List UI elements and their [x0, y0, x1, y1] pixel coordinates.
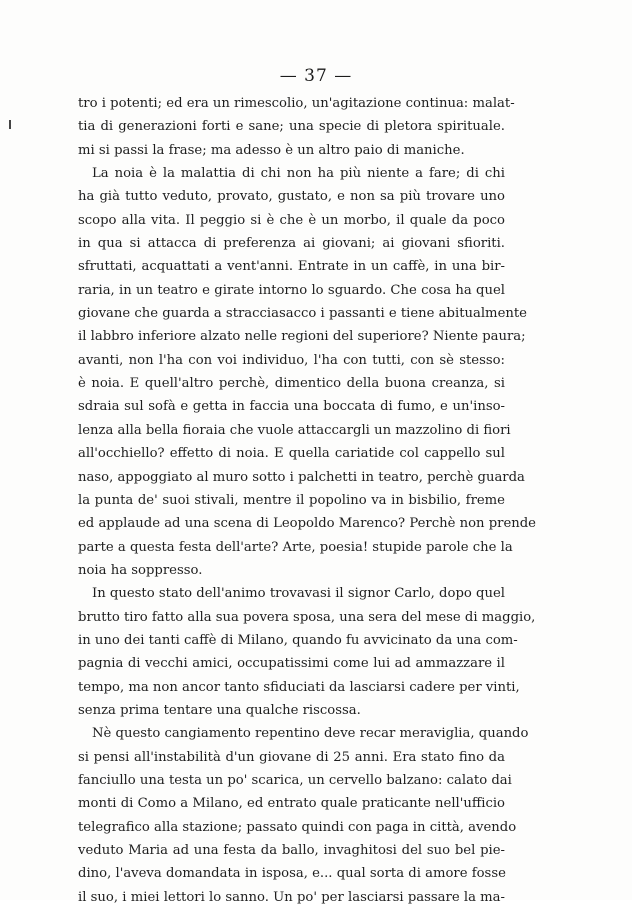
- text-line: tia di generazioni forti e sane; una specie di pletora spirituale.: [78, 119, 505, 135]
- margin-mark: [9, 120, 11, 129]
- text-line: tro i potenti; ed era un rimescolio, un'agitazione continua: malat-: [78, 96, 515, 111]
- text-line: in uno dei tanti caffè di Milano, quando fu avvicinato da una com-: [78, 632, 518, 648]
- text-line: sfruttati, acquattati a vent'anni. Entrate in un caffè, in una bir-: [78, 259, 505, 275]
- text-line: è noia. E quell'altro perchè, dimentico della buona creanza, si: [78, 376, 505, 392]
- text-line: brutto tiro fatto alla sua povera sposa, una sera del mese di maggio,: [78, 609, 536, 625]
- text-line: scopo alla vita. Il peggio si è che è un morbo, il quale da poco: [78, 212, 505, 228]
- text-line: In questo stato dell'animo trovavasi il signor Carlo, dopo quel: [92, 586, 505, 602]
- text-line: senza prima tentare una qualche riscossa.: [78, 702, 361, 718]
- text-line: in qua si attacca di preferenza ai giovani; ai giovani sfioriti.: [78, 236, 505, 252]
- text-line: veduto Maria ad una festa da ballo, invaghitosi del suo bel pie-: [78, 843, 505, 858]
- text-line: sdraia sul sofà e getta in faccia una boccata di fumo, e un'inso-: [78, 399, 505, 415]
- text-line: lenza alla bella fioraia che vuole attaccargli un mazzolino di fiori: [78, 422, 511, 438]
- text-line: noia ha soppresso.: [78, 562, 203, 578]
- text-line: fanciullo una testa un po' scarica, un cervello balzano: calato dai: [78, 772, 512, 788]
- text-line: dino, l'aveva domandata in isposa, e... qual sorta di amore fosse: [78, 866, 506, 882]
- text-line: raria, in un teatro e girate intorno lo sguardo. Che cosa ha quel: [78, 282, 505, 298]
- text-line: all'occhiello? effetto di noia. E quella cariatide col cappello sul: [78, 446, 505, 462]
- text-line: La noia è la malattia di chi non ha più niente a fare; di chi: [92, 166, 505, 182]
- text-line: la punta de' suoi stivali, mentre il popolino va in bisbilio, freme: [78, 492, 505, 508]
- text-line: mi si passi la frase; ma adesso è un altro paio di maniche.: [78, 142, 465, 158]
- text-line: avanti, non l'ha con voi individuo, l'ha con tutti, con sè stesso:: [78, 352, 505, 368]
- text-line: naso, appoggiato al muro sotto i palchetti in teatro, perchè guarda: [78, 469, 525, 485]
- text-line: pagnia di vecchi amici, occupatissimi come lui ad ammazzare il: [78, 656, 505, 672]
- text-line: telegrafico alla stazione; passato quindi con paga in città, avendo: [78, 819, 517, 835]
- text-line: si pensi all'instabilità d'un giovane di 25 anni. Era stato fino da: [78, 749, 505, 765]
- text-line: monti di Como a Milano, ed entrato quale praticante nell'ufficio: [78, 796, 505, 812]
- body-text: [78, 92, 536, 909]
- text-line: il suo, i miei lettori lo sanno. Un po' per lasciarsi passare la ma-: [78, 889, 505, 905]
- text-line: parte a questa festa dell'arte? Arte, poesia! stupide parole che la: [78, 539, 513, 555]
- text-line: giovane che guarda a stracciasacco i passanti e tiene abitualmente: [78, 306, 527, 322]
- text-line: ha già tutto veduto, provato, gustato, e non sa più trovare uno: [78, 189, 505, 205]
- text-line: Nè questo cangiamento repentino deve recar meraviglia, quando: [92, 726, 529, 742]
- text-line: tempo, ma non ancor tanto sfiduciati da lasciarsi cadere per vinti,: [78, 679, 520, 695]
- page-number: — 37 —: [279, 66, 353, 86]
- text-line: ed applaude ad una scena di Leopoldo Marenco? Perchè non prende: [78, 516, 536, 532]
- text-line: il labbro inferiore alzato nelle regioni del superiore? Niente paura;: [78, 329, 526, 345]
